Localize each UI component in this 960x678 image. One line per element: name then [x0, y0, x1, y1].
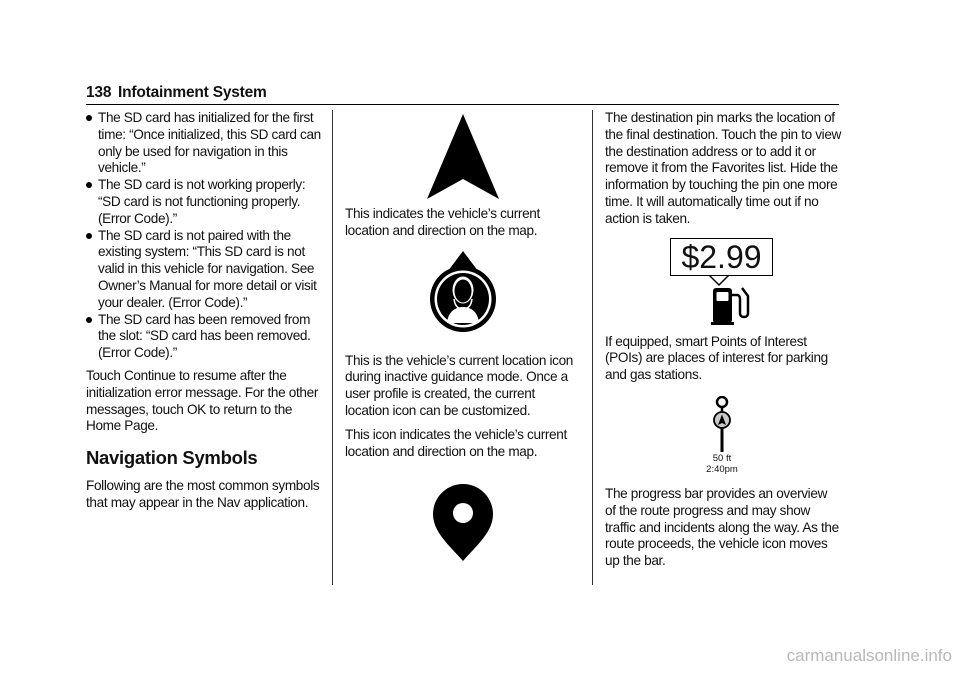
watermark: carmanualsonline.info [786, 646, 952, 665]
navigation-arrow-figure [345, 110, 579, 202]
column-2 [345, 110, 579, 562]
arrow-caption: This indicates the vehicle’s current location and direction on the map. [345, 206, 540, 238]
list-item [86, 312, 322, 362]
list-item-text: The SD card has been removed from the slot: “SD card has been removed. (Error Code).” [98, 311, 311, 361]
poi-price-sign: $2.99 [670, 238, 773, 276]
list-item-text: The SD card is not working properly: “SD card is not functioning properly. (Error Code).” [98, 177, 306, 226]
section-heading: Navigation Symbols [86, 447, 258, 469]
column-divider [332, 110, 333, 585]
page-number: 138 [86, 84, 112, 101]
resume-instructions: Touch Continue to resume after the initialization error message. For the other messages, touch OK to return to the Home Page. [86, 367, 319, 434]
progress-bar-figure [605, 396, 841, 480]
list-item [86, 110, 322, 177]
destination-pin-figure [345, 482, 579, 562]
bullet-icon [86, 115, 92, 121]
gas-poi-figure [605, 238, 841, 328]
profile-location-figure [345, 247, 579, 343]
navigation-arrow-icon [345, 110, 579, 202]
list-item-text: The SD card is not paired with the existing system: “This SD card is not valid in this vehicle for navigation. See Owner’s Manual for more detail or visit your dealer. (Error Code).” [98, 227, 317, 310]
bullet-icon [86, 317, 92, 323]
list-item-text: The SD card has initialized for the first time: “Once initialized, this SD card can only be used for navigation in this vehicle.” [98, 110, 321, 176]
profile-caption-2: This icon indicates the vehicle’s current location and direction on the map. [345, 426, 567, 459]
profile-location-icon [345, 247, 579, 343]
column-3 [605, 110, 841, 577]
intro-paragraph: Following are the most common symbols that may appear in the Nav application. [86, 478, 320, 510]
bullet-icon [86, 233, 92, 239]
list-item [86, 228, 322, 312]
bullet-icon [86, 182, 92, 188]
column-divider [592, 110, 593, 585]
profile-caption-1: This is the vehicle’s current location icon during inactive guidance mode. Once a user profile is created, the current location icon can be customized. [345, 352, 573, 418]
page-header [86, 82, 839, 105]
destination-pin-description: The destination pin marks the location of the final destination. Touch the pin to view the destination address or to add it or remove it from the Favorites list. Hide the information by touching the pin one more time. It will automatically time out if no action is taken. [605, 110, 841, 226]
destination-pin-icon [345, 482, 579, 562]
section-title: Infotainment System [118, 84, 267, 101]
progress-time-label: 2:40pm [706, 463, 738, 475]
progress-distance-label: 50 ft [712, 452, 732, 464]
poi-description: If equipped, smart Points of Interest (POIs) are places of interest for parking and gas stations. [605, 333, 828, 383]
list-item [86, 177, 322, 227]
progress-bar-description: The progress bar provides an overview of the route progress and may show traffic and incidents along the way. As the route proceeds, the vehicle icon moves up the bar. [605, 485, 839, 569]
sd-card-message-list [86, 110, 322, 362]
column-1 [86, 110, 322, 519]
